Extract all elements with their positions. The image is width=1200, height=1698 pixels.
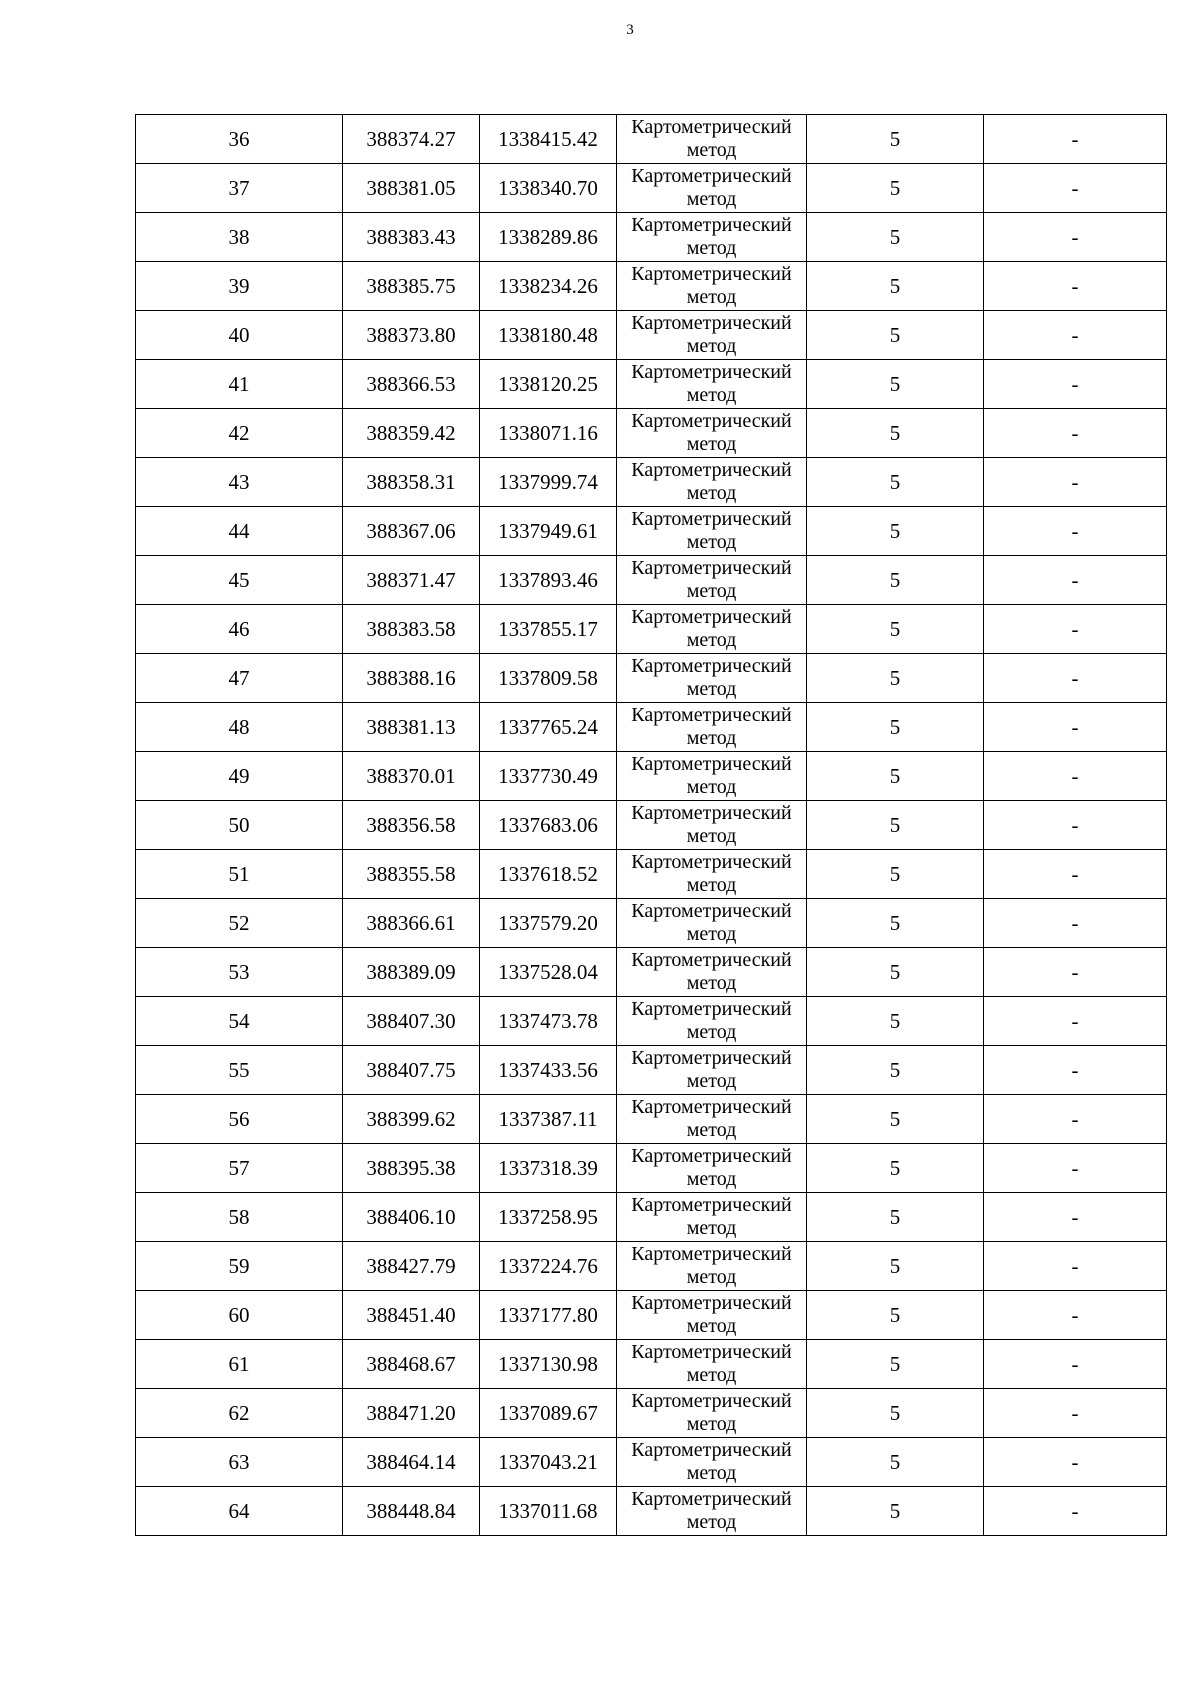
accuracy-cell: 5 <box>807 1438 984 1487</box>
table-row <box>136 605 1167 654</box>
table-row <box>136 752 1167 801</box>
accuracy-cell: 5 <box>807 850 984 899</box>
y-coordinate-cell: 1337893.46 <box>480 556 617 605</box>
accuracy-cell: 5 <box>807 213 984 262</box>
x-coordinate-cell: 388374.27 <box>343 115 480 164</box>
note-cell: - <box>984 1242 1167 1291</box>
x-coordinate-cell: 388407.75 <box>343 1046 480 1095</box>
point-number-cell: 51 <box>136 850 343 899</box>
x-coordinate-cell: 388451.40 <box>343 1291 480 1340</box>
note-cell: - <box>984 1095 1167 1144</box>
method-cell: Картометрический метод <box>617 213 807 262</box>
note-cell: - <box>984 1291 1167 1340</box>
y-coordinate-cell: 1337618.52 <box>480 850 617 899</box>
table-row <box>136 1095 1167 1144</box>
point-number-cell: 40 <box>136 311 343 360</box>
point-number-cell: 52 <box>136 899 343 948</box>
accuracy-cell: 5 <box>807 1389 984 1438</box>
y-coordinate-cell: 1338180.48 <box>480 311 617 360</box>
method-cell: Картометрический метод <box>617 164 807 213</box>
y-coordinate-cell: 1337387.11 <box>480 1095 617 1144</box>
table-row <box>136 409 1167 458</box>
method-cell: Картометрический метод <box>617 1340 807 1389</box>
table-row <box>136 1193 1167 1242</box>
method-cell: Картометрический метод <box>617 1487 807 1536</box>
note-cell: - <box>984 899 1167 948</box>
method-cell: Картометрический метод <box>617 409 807 458</box>
note-cell: - <box>984 850 1167 899</box>
point-number-cell: 43 <box>136 458 343 507</box>
y-coordinate-cell: 1337579.20 <box>480 899 617 948</box>
y-coordinate-cell: 1337258.95 <box>480 1193 617 1242</box>
note-cell: - <box>984 556 1167 605</box>
note-cell: - <box>984 1340 1167 1389</box>
note-cell: - <box>984 213 1167 262</box>
point-number-cell: 38 <box>136 213 343 262</box>
x-coordinate-cell: 388359.42 <box>343 409 480 458</box>
x-coordinate-cell: 388399.62 <box>343 1095 480 1144</box>
accuracy-cell: 5 <box>807 507 984 556</box>
note-cell: - <box>984 801 1167 850</box>
table-row <box>136 1389 1167 1438</box>
method-cell: Картометрический метод <box>617 997 807 1046</box>
y-coordinate-cell: 1337809.58 <box>480 654 617 703</box>
y-coordinate-cell: 1338120.25 <box>480 360 617 409</box>
note-cell: - <box>984 507 1167 556</box>
accuracy-cell: 5 <box>807 1095 984 1144</box>
method-cell: Картометрический метод <box>617 1438 807 1487</box>
point-number-cell: 57 <box>136 1144 343 1193</box>
table-row <box>136 948 1167 997</box>
table-row <box>136 703 1167 752</box>
coordinates-table-body <box>136 115 1167 1536</box>
note-cell: - <box>984 360 1167 409</box>
method-cell: Картометрический метод <box>617 1193 807 1242</box>
method-cell: Картометрический метод <box>617 752 807 801</box>
note-cell: - <box>984 262 1167 311</box>
accuracy-cell: 5 <box>807 556 984 605</box>
point-number-cell: 56 <box>136 1095 343 1144</box>
y-coordinate-cell: 1338415.42 <box>480 115 617 164</box>
note-cell: - <box>984 997 1167 1046</box>
table-row <box>136 556 1167 605</box>
method-cell: Картометрический метод <box>617 360 807 409</box>
note-cell: - <box>984 409 1167 458</box>
point-number-cell: 50 <box>136 801 343 850</box>
note-cell: - <box>984 703 1167 752</box>
x-coordinate-cell: 388381.05 <box>343 164 480 213</box>
table-row <box>136 654 1167 703</box>
method-cell: Картометрический метод <box>617 703 807 752</box>
y-coordinate-cell: 1337089.67 <box>480 1389 617 1438</box>
x-coordinate-cell: 388464.14 <box>343 1438 480 1487</box>
x-coordinate-cell: 388371.47 <box>343 556 480 605</box>
accuracy-cell: 5 <box>807 164 984 213</box>
accuracy-cell: 5 <box>807 311 984 360</box>
coordinates-table <box>135 114 1167 1536</box>
note-cell: - <box>984 605 1167 654</box>
table-row <box>136 1487 1167 1536</box>
method-cell: Картометрический метод <box>617 1095 807 1144</box>
accuracy-cell: 5 <box>807 997 984 1046</box>
accuracy-cell: 5 <box>807 1046 984 1095</box>
table-row <box>136 1144 1167 1193</box>
note-cell: - <box>984 948 1167 997</box>
method-cell: Картометрический метод <box>617 1242 807 1291</box>
y-coordinate-cell: 1337011.68 <box>480 1487 617 1536</box>
y-coordinate-cell: 1337318.39 <box>480 1144 617 1193</box>
note-cell: - <box>984 752 1167 801</box>
accuracy-cell: 5 <box>807 948 984 997</box>
accuracy-cell: 5 <box>807 458 984 507</box>
y-coordinate-cell: 1338071.16 <box>480 409 617 458</box>
method-cell: Картометрический метод <box>617 262 807 311</box>
accuracy-cell: 5 <box>807 360 984 409</box>
x-coordinate-cell: 388366.61 <box>343 899 480 948</box>
x-coordinate-cell: 388356.58 <box>343 801 480 850</box>
x-coordinate-cell: 388468.67 <box>343 1340 480 1389</box>
table-row <box>136 115 1167 164</box>
table-row <box>136 213 1167 262</box>
table-row <box>136 311 1167 360</box>
note-cell: - <box>984 1144 1167 1193</box>
point-number-cell: 53 <box>136 948 343 997</box>
y-coordinate-cell: 1337855.17 <box>480 605 617 654</box>
y-coordinate-cell: 1337683.06 <box>480 801 617 850</box>
y-coordinate-cell: 1337224.76 <box>480 1242 617 1291</box>
y-coordinate-cell: 1338289.86 <box>480 213 617 262</box>
point-number-cell: 45 <box>136 556 343 605</box>
point-number-cell: 37 <box>136 164 343 213</box>
table-row <box>136 1242 1167 1291</box>
table-row <box>136 1291 1167 1340</box>
y-coordinate-cell: 1337730.49 <box>480 752 617 801</box>
table-row <box>136 1438 1167 1487</box>
accuracy-cell: 5 <box>807 1193 984 1242</box>
table-row <box>136 899 1167 948</box>
method-cell: Картометрический метод <box>617 605 807 654</box>
y-coordinate-cell: 1337999.74 <box>480 458 617 507</box>
x-coordinate-cell: 388388.16 <box>343 654 480 703</box>
accuracy-cell: 5 <box>807 1487 984 1536</box>
point-number-cell: 62 <box>136 1389 343 1438</box>
note-cell: - <box>984 1046 1167 1095</box>
point-number-cell: 42 <box>136 409 343 458</box>
note-cell: - <box>984 654 1167 703</box>
method-cell: Картометрический метод <box>617 556 807 605</box>
x-coordinate-cell: 388471.20 <box>343 1389 480 1438</box>
x-coordinate-cell: 388366.53 <box>343 360 480 409</box>
y-coordinate-cell: 1337043.21 <box>480 1438 617 1487</box>
method-cell: Картометрический метод <box>617 948 807 997</box>
point-number-cell: 44 <box>136 507 343 556</box>
point-number-cell: 63 <box>136 1438 343 1487</box>
accuracy-cell: 5 <box>807 1340 984 1389</box>
x-coordinate-cell: 388355.58 <box>343 850 480 899</box>
point-number-cell: 39 <box>136 262 343 311</box>
point-number-cell: 54 <box>136 997 343 1046</box>
point-number-cell: 58 <box>136 1193 343 1242</box>
table-row <box>136 360 1167 409</box>
point-number-cell: 64 <box>136 1487 343 1536</box>
table-row <box>136 164 1167 213</box>
accuracy-cell: 5 <box>807 409 984 458</box>
accuracy-cell: 5 <box>807 899 984 948</box>
y-coordinate-cell: 1337433.56 <box>480 1046 617 1095</box>
x-coordinate-cell: 388383.58 <box>343 605 480 654</box>
table-row <box>136 801 1167 850</box>
y-coordinate-cell: 1338234.26 <box>480 262 617 311</box>
method-cell: Картометрический метод <box>617 1144 807 1193</box>
y-coordinate-cell: 1338340.70 <box>480 164 617 213</box>
x-coordinate-cell: 388389.09 <box>343 948 480 997</box>
x-coordinate-cell: 388383.43 <box>343 213 480 262</box>
y-coordinate-cell: 1337528.04 <box>480 948 617 997</box>
accuracy-cell: 5 <box>807 654 984 703</box>
x-coordinate-cell: 388358.31 <box>343 458 480 507</box>
table-row <box>136 997 1167 1046</box>
point-number-cell: 36 <box>136 115 343 164</box>
table-row <box>136 507 1167 556</box>
note-cell: - <box>984 1487 1167 1536</box>
method-cell: Картометрический метод <box>617 1046 807 1095</box>
point-number-cell: 46 <box>136 605 343 654</box>
x-coordinate-cell: 388367.06 <box>343 507 480 556</box>
point-number-cell: 55 <box>136 1046 343 1095</box>
point-number-cell: 49 <box>136 752 343 801</box>
accuracy-cell: 5 <box>807 1144 984 1193</box>
x-coordinate-cell: 388448.84 <box>343 1487 480 1536</box>
x-coordinate-cell: 388370.01 <box>343 752 480 801</box>
point-number-cell: 47 <box>136 654 343 703</box>
point-number-cell: 41 <box>136 360 343 409</box>
note-cell: - <box>984 1438 1167 1487</box>
table-row <box>136 458 1167 507</box>
table-row <box>136 1046 1167 1095</box>
x-coordinate-cell: 388407.30 <box>343 997 480 1046</box>
accuracy-cell: 5 <box>807 262 984 311</box>
accuracy-cell: 5 <box>807 1242 984 1291</box>
method-cell: Картометрический метод <box>617 899 807 948</box>
accuracy-cell: 5 <box>807 801 984 850</box>
table-row <box>136 850 1167 899</box>
point-number-cell: 60 <box>136 1291 343 1340</box>
method-cell: Картометрический метод <box>617 1291 807 1340</box>
accuracy-cell: 5 <box>807 115 984 164</box>
note-cell: - <box>984 1389 1167 1438</box>
method-cell: Картометрический метод <box>617 507 807 556</box>
page-number: 3 <box>626 22 634 38</box>
accuracy-cell: 5 <box>807 703 984 752</box>
x-coordinate-cell: 388381.13 <box>343 703 480 752</box>
x-coordinate-cell: 388373.80 <box>343 311 480 360</box>
x-coordinate-cell: 388395.38 <box>343 1144 480 1193</box>
y-coordinate-cell: 1337130.98 <box>480 1340 617 1389</box>
y-coordinate-cell: 1337177.80 <box>480 1291 617 1340</box>
x-coordinate-cell: 388406.10 <box>343 1193 480 1242</box>
method-cell: Картометрический метод <box>617 458 807 507</box>
y-coordinate-cell: 1337949.61 <box>480 507 617 556</box>
method-cell: Картометрический метод <box>617 1389 807 1438</box>
table-row <box>136 1340 1167 1389</box>
x-coordinate-cell: 388427.79 <box>343 1242 480 1291</box>
point-number-cell: 48 <box>136 703 343 752</box>
accuracy-cell: 5 <box>807 605 984 654</box>
accuracy-cell: 5 <box>807 752 984 801</box>
method-cell: Картометрический метод <box>617 801 807 850</box>
table-row <box>136 262 1167 311</box>
point-number-cell: 59 <box>136 1242 343 1291</box>
note-cell: - <box>984 1193 1167 1242</box>
y-coordinate-cell: 1337765.24 <box>480 703 617 752</box>
accuracy-cell: 5 <box>807 1291 984 1340</box>
note-cell: - <box>984 164 1167 213</box>
method-cell: Картометрический метод <box>617 311 807 360</box>
method-cell: Картометрический метод <box>617 115 807 164</box>
note-cell: - <box>984 311 1167 360</box>
x-coordinate-cell: 388385.75 <box>343 262 480 311</box>
point-number-cell: 61 <box>136 1340 343 1389</box>
note-cell: - <box>984 458 1167 507</box>
method-cell: Картометрический метод <box>617 654 807 703</box>
y-coordinate-cell: 1337473.78 <box>480 997 617 1046</box>
note-cell: - <box>984 115 1167 164</box>
method-cell: Картометрический метод <box>617 850 807 899</box>
